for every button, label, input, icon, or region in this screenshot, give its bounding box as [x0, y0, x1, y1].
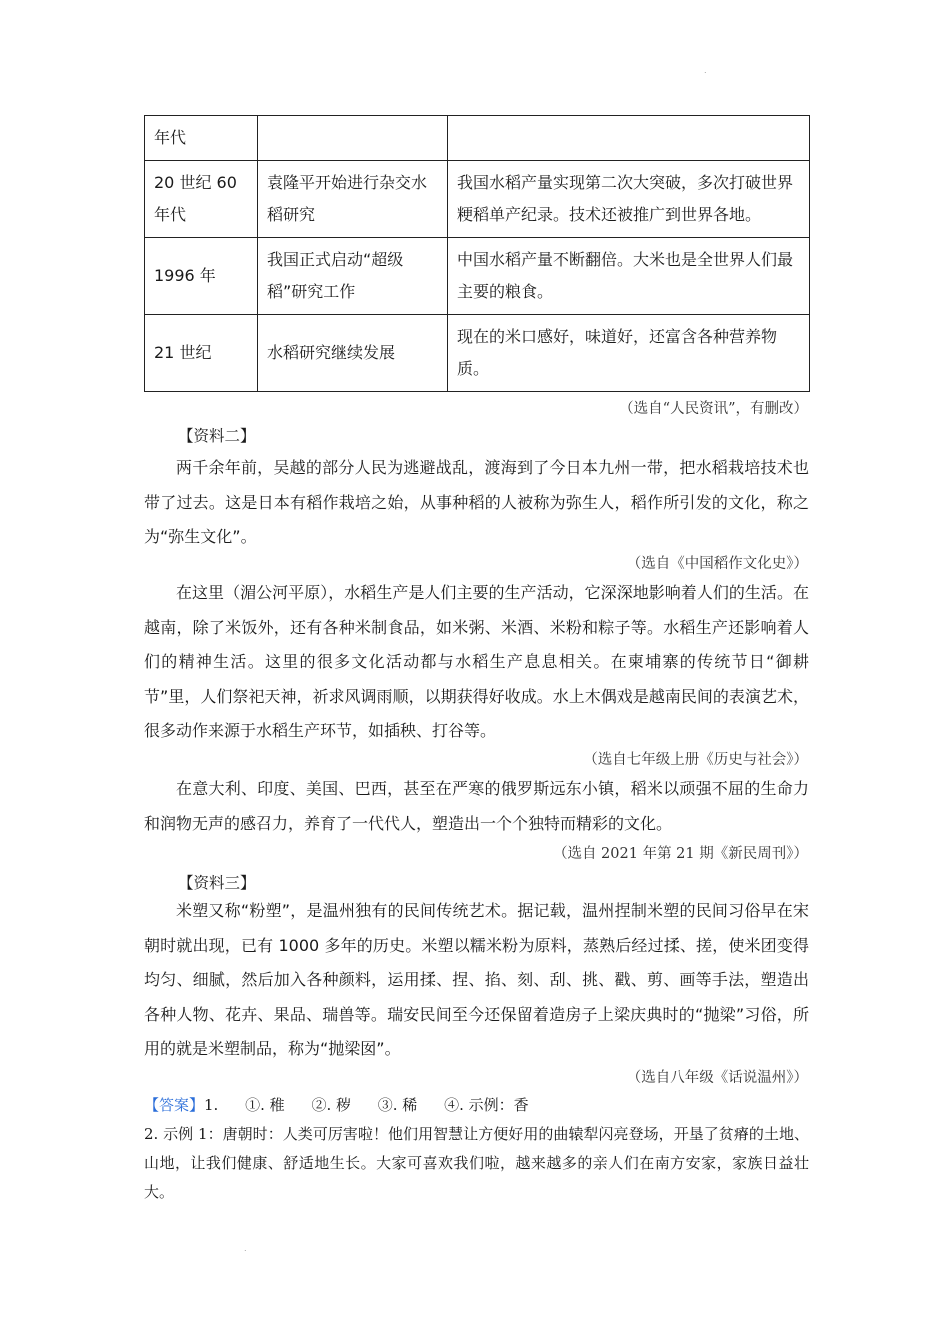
table-cell-era: 年代: [145, 116, 258, 161]
answer-option: ③. 稀: [377, 1096, 418, 1114]
table-cell-era: 1996 年: [145, 238, 258, 315]
answer-option: ①. 稚: [245, 1096, 285, 1114]
material2-source-2: （选自七年级上册《历史与社会》）: [583, 752, 808, 768]
answer-q2: 2. 示例 1：唐朝时：人类可厉害啦！他们用智慧让方便好用的曲辕犁闪亮登场，开垦了贫瘠的土地、山地，让我们健康、舒适地生长。大家可喜欢我们啦，越来越多的亲人们在南方安家，家族日益壮大。: [144, 1125, 809, 1201]
answer-line: [144, 1094, 529, 1115]
table-row: [145, 161, 810, 238]
table-source: （选自“人民资讯”，有删改）: [619, 401, 808, 417]
table-row: [145, 238, 810, 315]
page-mark: .: [244, 1244, 247, 1253]
material2-source-1: （选自《中国稻作文化史》）: [626, 556, 808, 572]
material2-source-3: （选自 2021 年第 21 期《新民周刊》）: [552, 846, 808, 862]
table-cell-result: 我国水稻产量实现第二次大突破，多次打破世界粳稻单产纪录。技术还被推广到世界各地。: [448, 161, 810, 238]
material2-heading: 【资料二】: [178, 427, 256, 445]
material2-paragraph-2: 在这里（湄公河平原），水稻生产是人们主要的生产活动，它深深地影响着人们的生活。在越南，除了米饭外，还有各种米制食品，如米粥、米酒、米粉和粽子等。水稻生产还影响着人们的精神生活。这里的很多文化活动都与水稻生产息息相关。在柬埔寨的传统节日“御耕节”里，人们祭祀天神，祈求风调雨顺，以期获得好收成。水上木偶戏是越南民间的表演艺术，很多动作来源于水稻生产环节，如插秧、打谷等。: [144, 583, 809, 740]
material3-heading: 【资料三】: [178, 874, 256, 892]
material2-paragraph-3: 在意大利、印度、美国、巴西，甚至在严寒的俄罗斯远东小镇，稻米以顽强不屈的生命力和润物无声的感召力，养育了一代代人，塑造出一个个独特而精彩的文化。: [144, 779, 809, 833]
table-cell-event: 我国正式启动“超级稻”研究工作: [258, 238, 448, 315]
table-cell-era: 21 世纪: [145, 315, 258, 392]
material3-paragraph: 米塑又称“粉塑”，是温州独有的民间传统艺术。据记载，温州捏制米塑的民间习俗早在宋朝时就出现，已有 1000 多年的历史。米塑以糯米粉为原料，蒸熟后经过揉、搓，使米团变得均匀、细腻，然后加入各种颜料，运用揉、捏、掐、刻、刮、挑、戳、剪、画等手法，塑造出各种人物、花卉、果品、瑞兽等。瑞安民间至今还保留着造房子上梁庆典时的“抛梁”习俗，所用的就是米塑制品，称为“抛梁囡”。: [144, 901, 809, 1058]
answer-option: ②. 秽: [311, 1096, 351, 1114]
table-row: [145, 315, 810, 392]
answer-q1-label: 1.: [204, 1096, 219, 1114]
table-cell-result: 中国水稻产量不断翻倍。大米也是全世界人们最主要的粮食。: [448, 238, 810, 315]
rice-history-table: [144, 115, 810, 392]
material2-paragraph-1: 两千余年前，吴越的部分人民为逃避战乱，渡海到了今日本九州一带，把水稻栽培技术也带了过去。这是日本有稻作栽培之始，从事种稻的人被称为弥生人，稻作所引发的文化，称之为“弥生文化”。: [144, 458, 809, 546]
table-cell-result: 现在的米口感好，味道好，还富含各种营养物质。: [448, 315, 810, 392]
material3-source: （选自八年级《话说温州》）: [626, 1070, 808, 1086]
table-cell-era: 20 世纪 60 年代: [145, 161, 258, 238]
answer-tag: 【答案】: [144, 1096, 205, 1114]
table-cell-result: [448, 116, 810, 161]
table-cell-event: 水稻研究继续发展: [258, 315, 448, 392]
table-cell-event: 袁隆平开始进行杂交水稻研究: [258, 161, 448, 238]
table-cell-event: [258, 116, 448, 161]
table-row: [145, 116, 810, 161]
answer-option: ④. 示例：香: [444, 1096, 529, 1114]
page-mark: .: [704, 66, 707, 75]
